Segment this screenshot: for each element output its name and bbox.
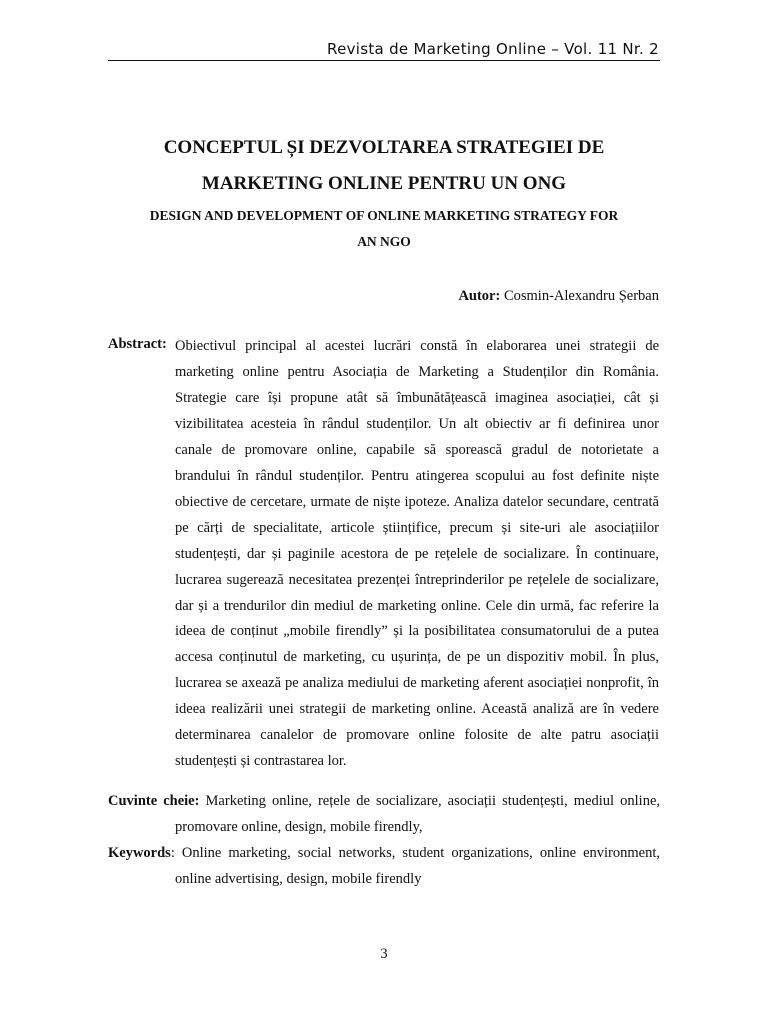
article-title	[108, 130, 660, 202]
author-line	[108, 288, 659, 305]
author-name: Cosmin-Alexandru Șerban	[503, 288, 659, 304]
header-rule	[108, 60, 660, 61]
title-line-2: MARKETING ONLINE PENTRU UN ONG	[201, 173, 567, 194]
subtitle-line-2: AN NGO	[357, 234, 411, 249]
article-subtitle	[108, 203, 660, 255]
page-number: 3	[380, 946, 388, 962]
keywords-en-label: Keywords	[108, 845, 171, 861]
abstract-text: Obiectivul principal al acestei lucrări constă în elaborarea unei strategii de marketing online pentru Asociația de Marketing a Studenților din România. Strategie care își propune atât să îmbunătățească imaginea asociației, cât și vizibilitatea acesteia în rândul studenților. Un alt obiectiv ar fi definirea unor canale de promovare online, capabile să sporească gradul de notorietate a brandului în rândul studenților. Pentru atingerea scopului au fost definite niște obiective de cercetare, urmate de niște ipoteze. Analiza datelor secundare, centrată pe cărți de specialitate, articole științifice, precum și site-uri ale asociațiilor studențești, dar și paginile acestora de pe rețelele de socializare. În continuare, lucrarea sugerează necesitatea prezenței întreprinderilor pe rețelele de socializare, dar și a trendurilor din mediul de marketing online. Cele din urmă, fac referire la ideea de conținut „mobile firendly” și la posibilitatea consumatorului de a putea accesa conținutul de marketing, cu ușurința, de pe un dispozitiv mobil. În plus, lucrarea se axează pe analiza mediului de marketing aferent asociației nonprofit, în ideea realizării unei strategii de marketing online. Această analiză are în vedere determinarea canalelor de promovare online folosite de alte patru asociații studențești și contrastarea lor.	[175, 338, 659, 770]
keywords-ro-label: Cuvinte cheie:	[108, 793, 200, 809]
subtitle-line-1: DESIGN AND DEVELOPMENT OF ONLINE MARKETING STRATEGY FOR	[149, 208, 619, 223]
keywords-ro	[108, 788, 660, 840]
title-line-1: CONCEPTUL ȘI DEZVOLTAREA STRATEGIEI DE	[163, 137, 605, 158]
keywords-en-text: Online marketing, social networks, student organizations, online environment, online advertising, design, mobile firendly	[175, 845, 660, 887]
keywords-en	[108, 840, 660, 892]
keywords-en-separator: :	[170, 845, 175, 861]
abstract-label: Abstract:	[108, 336, 167, 352]
keywords-ro-text: Marketing online, rețele de socializare, asociații studențești, mediul online, promovare online, design, mobile firendly,	[175, 793, 661, 835]
author-label: Autor:	[458, 288, 501, 304]
journal-header: Revista de Marketing Online – Vol. 11 Nr. 2	[327, 40, 659, 58]
